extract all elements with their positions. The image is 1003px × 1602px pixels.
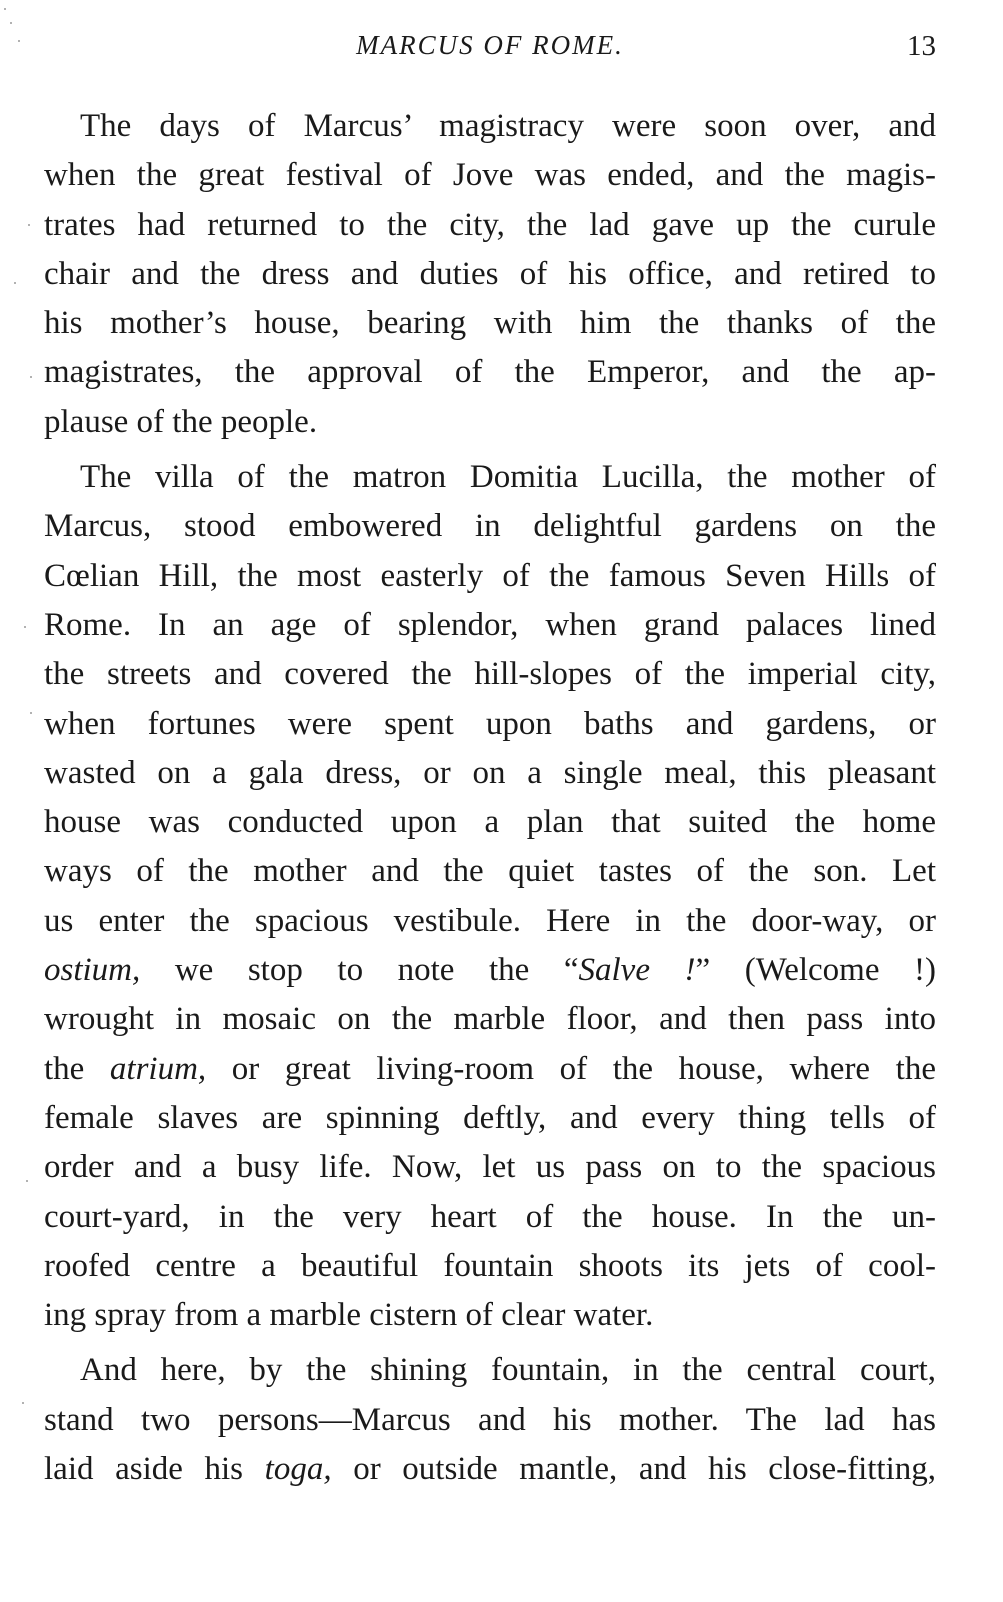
text-line: house was conducted upon a plan that suited the home [44, 804, 936, 841]
running-title: MARCUS OF ROME. [356, 30, 624, 60]
text-line: court-yard, in the very heart of the house. In the un- [44, 1198, 936, 1235]
italic-text: toga, [264, 1451, 332, 1488]
text-line: ing spray from a marble cistern of clear water. [44, 1297, 654, 1334]
page-edge-specks [0, 0, 40, 1602]
text-run: ” (Welcome !) [695, 952, 937, 989]
text-line [44, 1445, 936, 1494]
text-line: when fortunes were spent upon baths and gardens, or [44, 705, 936, 742]
text-line: wasted on a gala dress, or on a single meal, this pleasant [44, 754, 936, 791]
paragraph [44, 453, 936, 1340]
italic-text: Salve ! [578, 952, 696, 989]
text-line: Cœlian Hill, the most easterly of the famous Seven Hills of [44, 557, 936, 594]
running-head [44, 30, 936, 70]
text-line: trates had returned to the city, the lad gave up the curule [44, 206, 936, 243]
text-run: or great living-room of the house, where the [206, 1050, 936, 1087]
text-line: plause of the people. [44, 403, 318, 440]
text-line: magistrates, the approval of the Emperor, and the ap- [44, 354, 936, 391]
text-line: chair and the dress and duties of his office, and retired to [44, 255, 936, 292]
page-number: 13 [907, 30, 936, 62]
text-line: us enter the spacious vestibule. Here in the door-way, or [44, 902, 936, 939]
paragraph [44, 102, 936, 447]
text-line: order and a busy life. Now, let us pass on to the spacious [44, 1149, 936, 1186]
text-line [44, 946, 936, 995]
text-run: we stop to note the “ [140, 952, 579, 989]
body-text [44, 102, 936, 1494]
text-line: wrought in mosaic on the marble floor, and then pass into [44, 1001, 936, 1038]
text-line: roofed centre a beautiful fountain shoots its jets of cool- [44, 1247, 936, 1284]
paragraph [44, 1346, 936, 1494]
text-line: when the great festival of Jove was ended, and the magis- [44, 157, 936, 194]
text-line: female slaves are spinning deftly, and every thing tells of [44, 1099, 936, 1136]
italic-text: ostium, [44, 952, 141, 989]
text-line: The villa of the matron Domitia Lucilla, the mother of [80, 459, 936, 496]
text-line: his mother’s house, bearing with him the thanks of the [44, 305, 936, 342]
text-line: And here, by the shining fountain, in the central court, [80, 1352, 936, 1389]
text-line: stand two persons—Marcus and his mother. The lad has [44, 1401, 936, 1438]
text-line: the streets and covered the hill-slopes of the imperial city, [44, 656, 936, 693]
italic-text: atrium, [109, 1050, 207, 1087]
text-run: laid aside his [44, 1451, 265, 1488]
text-line: The days of Marcus’ magistracy were soon over, and [80, 108, 936, 144]
text-line: Marcus, stood embowered in delightful gardens on the [44, 508, 936, 545]
text-line: Rome. In an age of splendor, when grand palaces lined [44, 606, 936, 643]
text-run: the [44, 1050, 110, 1087]
text-run: or outside mantle, and his close-fitting, [331, 1451, 936, 1488]
text-line: ways of the mother and the quiet tastes of the son. Let [44, 853, 936, 890]
text-line [44, 1045, 936, 1094]
